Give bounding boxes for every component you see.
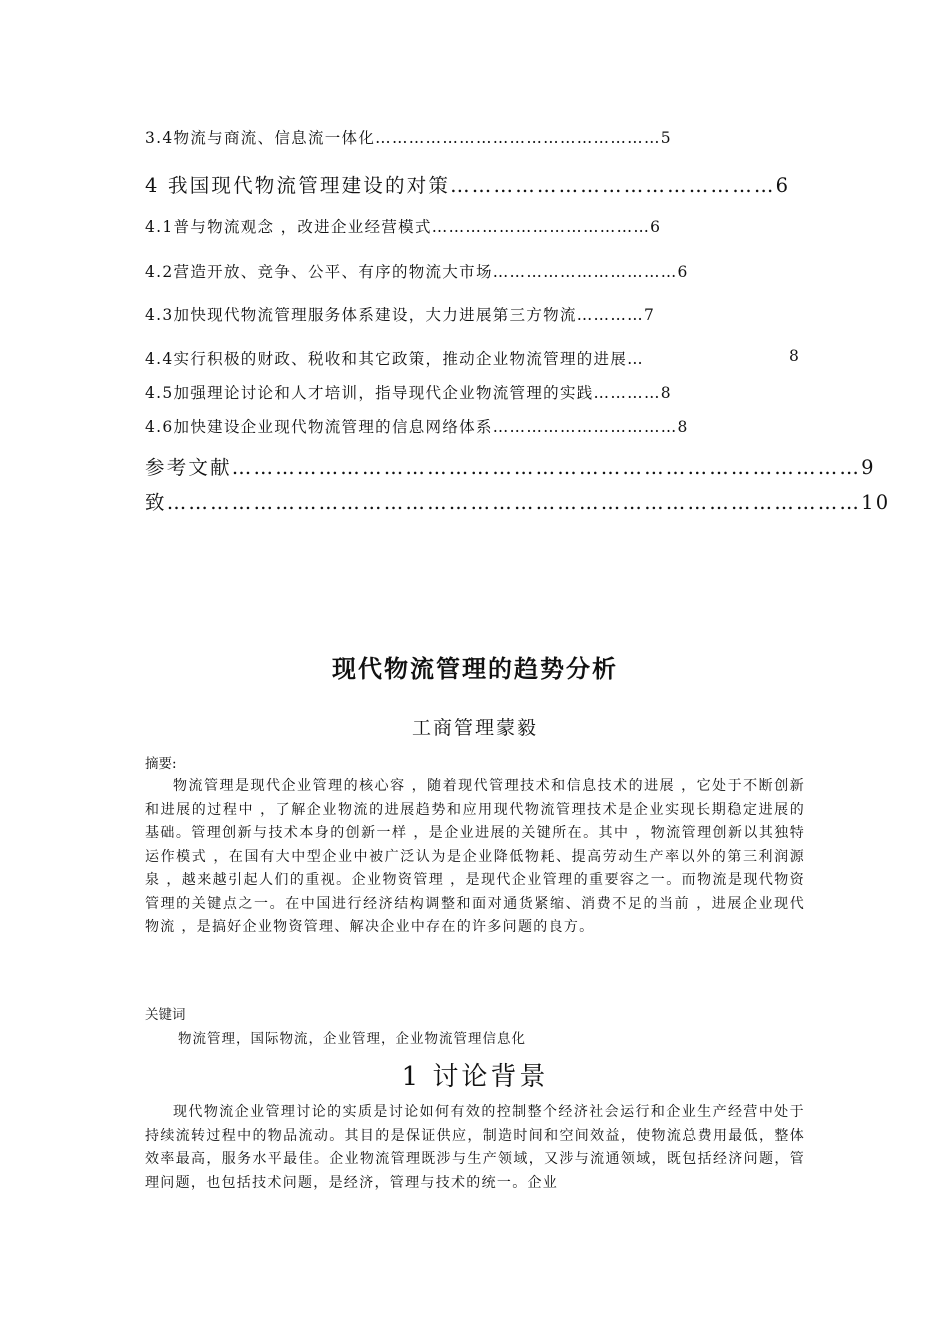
toc-entry: 致……………………………………………………………………………………10 bbox=[145, 491, 891, 514]
toc-entry: 3.4物流与商流、信息流一体化……………………………………………5 bbox=[145, 129, 672, 147]
toc-entry: 4.4实行积极的财政、税收和其它政策，推动企业物流管理的进展… bbox=[145, 350, 644, 368]
toc-entry: 4.1普与物流观念 ，改进企业经营模式…………………………………6 bbox=[145, 218, 662, 236]
keywords-label: 关键词 bbox=[145, 1007, 186, 1023]
article-author: 工商管理蒙毅 bbox=[411, 717, 538, 739]
article-title: 现代物流管理的趋势分析 bbox=[332, 654, 618, 683]
toc-entry: 参考文献……………………………………………………………………………9 bbox=[145, 456, 876, 479]
toc-entry: 4.3加快现代物流管理服务体系建设，大力进展第三方物流…………7 bbox=[145, 306, 656, 324]
keywords-text: 物流管理，国际物流，企业管理，企业物流管理信息化 bbox=[178, 1031, 526, 1047]
section-heading: 1 讨论背景 bbox=[401, 1062, 549, 1092]
toc-entry: 4.6加快建设企业现代物流管理的信息网络体系……………………………8 bbox=[145, 418, 689, 436]
toc-entry: 4.2营造开放、竞争、公平、有序的物流大市场……………………………6 bbox=[145, 263, 689, 281]
abstract-paragraph: 物流管理是现代企业管理的核心容 ，随着现代管理技术和信息技术的进展 ，它处于不断创新和进展的过程中 ，了解企业物流的进展趋势和应用现代物流管理技术是企业实现长期稳定进展的基础。管理创新与技术本身的创新一样 ，是企业进展的关键所在。其中 ，物流管理创新以其独特运作模式 ，在国有大中型企业中被广泛认为是企业降低物耗、提高劳动生产率以外的第三利润源泉 ，越来越引起人们的重视。企业物资管理 ，是现代企业管理的重要容之一。而物流是现代物资管理的关键点之一。在中国进行经济结构调整和面对通货紧缩、消费不足的当前 ，进展企业现代物流 ，是搞好企业物资管理、解决企业中存在的许多问题的良方。 bbox=[145, 778, 805, 935]
toc-page-number: 8 bbox=[789, 347, 801, 365]
section-body: 现代物流企业管理讨论的实质是讨论如何有效的控制整个经济社会运行和企业生产经营中处于持续流转过程中的物品流动。其目的是保证供应，制造时间和空间效益，使物流总费用最低，整体效率最高，服务水平最佳。企业物流管理既涉与生产领域，又涉与流通领域，既包括经济问题，管理问题，也包括技术问题，是经济，管理与技术的统一。企业 bbox=[145, 1104, 805, 1191]
toc-entry: 4 我国现代物流管理建设的对策………………………………………6 bbox=[145, 174, 791, 197]
abstract-label: 摘要: bbox=[145, 756, 177, 772]
toc-entry: 4.5加强理论讨论和人才培训，指导现代企业物流管理的实践…………8 bbox=[145, 384, 672, 402]
